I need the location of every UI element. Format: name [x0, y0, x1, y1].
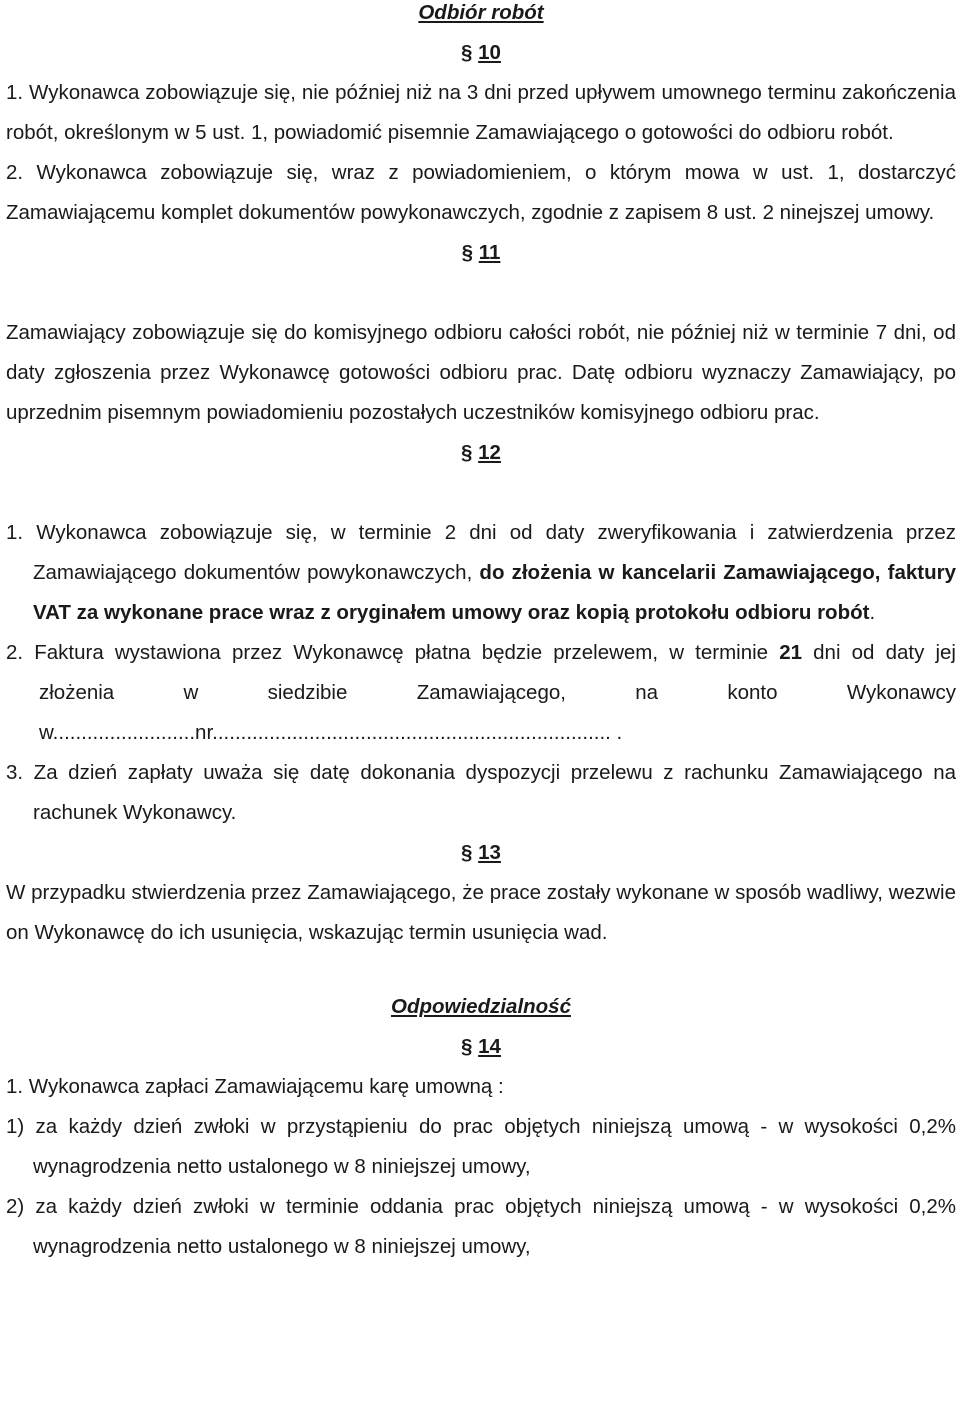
section-sign-icon: §: [461, 441, 473, 464]
section-sign-icon: §: [461, 841, 473, 864]
section-sign-icon: §: [461, 41, 473, 64]
clause-14-1-item-1: 1) za każdy dzień zwłoki w przystąpieniu do prac objętych niniejszą umową - w wysokości 0,2% wynagrodzenia netto ustalonego w 8 niniejszej umowy,: [6, 1115, 956, 1178]
clause-10-1: 1. Wykonawca zobowiązuje się, nie później niż na 3 dni przed upływem umownego terminu zakończenia robót, określonym w 5 ust. 1, powiadomić pisemnie Zamawiającego o gotowości do odbioru robót.: [6, 81, 956, 144]
clause-11: Zamawiający zobowiązuje się do komisyjnego odbioru całości robót, nie później niż w terminie 7 dni, od daty zgłoszenia przez Wykonawcę gotowości odbioru prac. Datę odbioru wyznaczy Zamawiający, po uprzednim pisemnym powiadomieniu pozostałych uczestników komisyjnego odbioru prac.: [6, 321, 956, 424]
clause-12-3: 3. Za dzień zapłaty uważa się datę dokonania dyspozycji przelewu z rachunku Zamawiającego na rachunek Wykonawcy.: [6, 761, 956, 824]
clause-13: W przypadku stwierdzenia przez Zamawiającego, że prace zostały wykonane w sposób wadliwy, wezwie on Wykonawcę do ich usunięcia, wskazując termin usunięcia wad.: [6, 881, 956, 944]
section-sign-icon: §: [461, 241, 474, 264]
clause-12-2: 2. Faktura wystawiona przez Wykonawcę płatna będzie przelewem, w terminie 21 dni od daty jej złożenia w siedzibie Zamawiającego, na konto Wykonawcy w.........................nr...................................................................... .: [6, 641, 956, 744]
paragraph-heading-10: § 10: [461, 41, 501, 64]
clause-14-1: 1. Wykonawca zapłaci Zamawiającemu karę umowną :: [6, 1075, 504, 1098]
clause-12-1: 1. Wykonawca zobowiązuje się, w terminie 2 dni od daty zweryfikowania i zatwierdzenia przez Zamawiającego dokumentów powykonawczych, do złożenia w kancelarii Zamawiającego, faktury VAT za wykonane prace wraz z oryginałem umowy oraz kopią protokołu odbioru robót.: [6, 521, 956, 624]
paragraph-heading-11: § 11: [461, 241, 501, 264]
clause-10-2: 2. Wykonawca zobowiązuje się, wraz z powiadomieniem, o którym mowa w ust. 1, dostarczyć Zamawiającemu komplet dokumentów powykonawczych, zgodnie z zapisem 8 ust. 2 ninejszej umowy.: [6, 161, 956, 224]
section-title-odpowiedzialnosc: Odpowiedzialność: [391, 995, 571, 1018]
paragraph-heading-13: § 13: [461, 841, 501, 864]
paragraph-heading-12: § 12: [461, 441, 501, 464]
section-title-odbior: Odbiór robót: [418, 1, 544, 24]
section-sign-icon: §: [461, 1035, 473, 1058]
clause-14-1-item-2: 2) za każdy dzień zwłoki w terminie oddania prac objętych niniejszą umową - w wysokości 0,2% wynagrodzenia netto ustalonego w 8 niniejszej umowy,: [6, 1195, 956, 1258]
paragraph-heading-14: § 14: [461, 1035, 501, 1058]
document-page: [6, 0, 956, 1267]
